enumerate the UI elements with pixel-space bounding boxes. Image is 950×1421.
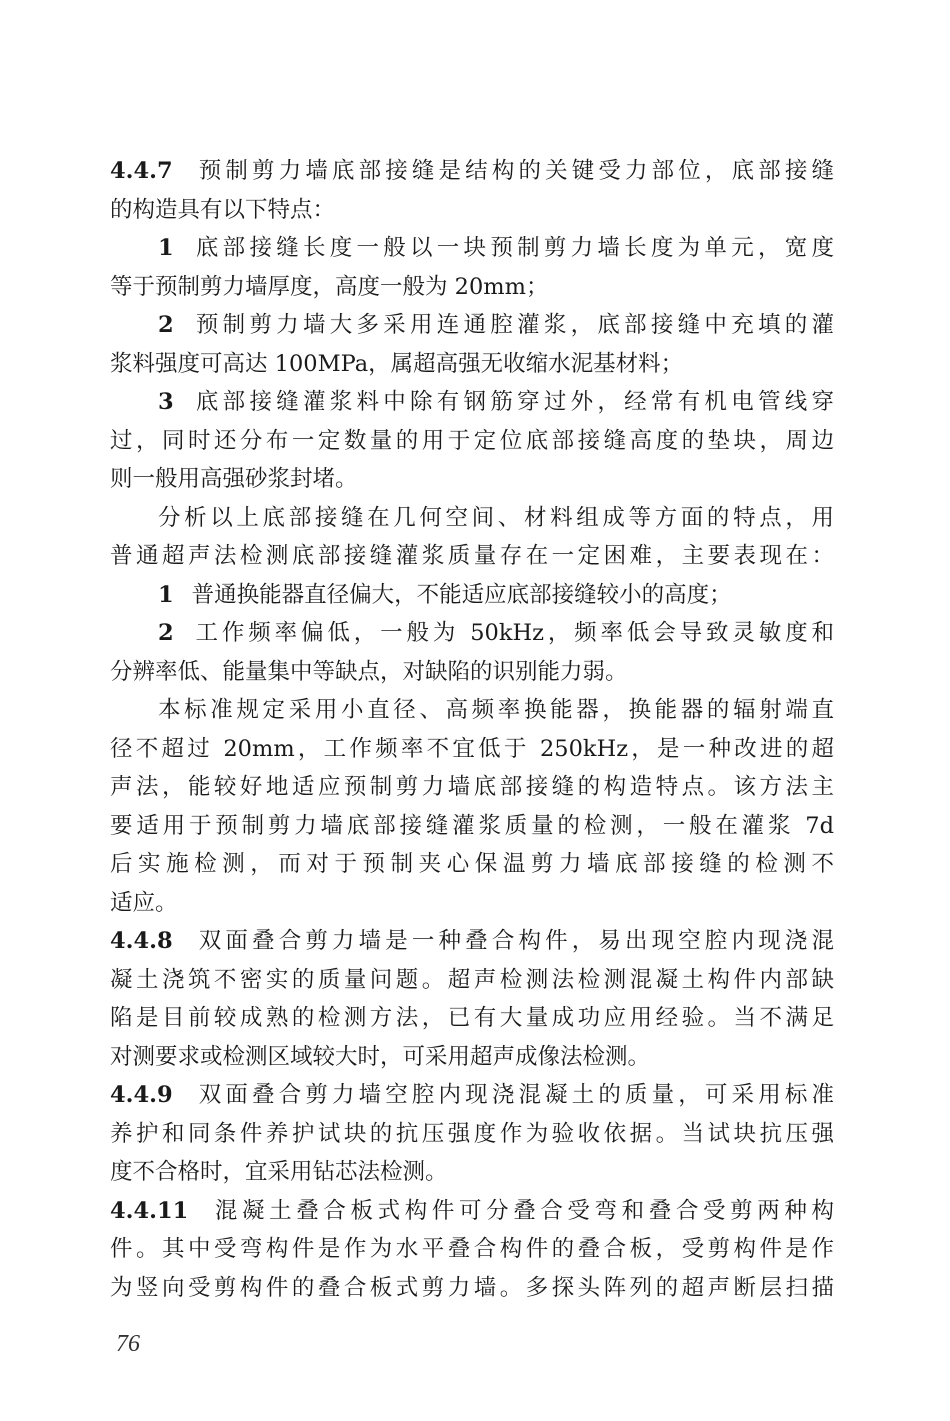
section-number: 4.4.9 [110, 1082, 173, 1108]
text-line: 普通超声法检测底部接缝灌浆质量存在一定困难，主要表现在： [110, 543, 834, 569]
text-line: 过，同时还分布一定数量的用于定位底部接缝高度的垫块，周边 [110, 427, 834, 454]
text-line: 浆料强度可高达 100MPa，属超高强无收缩水泥基材料； [110, 350, 684, 377]
text-line: 4.4.8 双面叠合剪力墙是一种叠合构件，易出现空腔内现浇混 [110, 928, 834, 954]
text-line: 后实施检测，而对于预制夹心保温剪力墙底部接缝的检测不 [110, 851, 834, 877]
item-number: 2 [158, 620, 174, 646]
text-line: 4.4.9 双面叠合剪力墙空腔内现浇混凝土的质量，可采用标准 [110, 1082, 834, 1108]
text-line: 的构造具有以下特点： [110, 196, 336, 223]
paragraph-line: 分析以上底部接缝在几何空间、材料组成等方面的特点，用 [158, 504, 834, 531]
list-item: 2 工作频率偏低，一般为 50kHz，频率低会导致灵敏度和 [158, 620, 834, 646]
text-line: 4.4.7 预制剪力墙底部接缝是结构的关键受力部位，底部接缝 [110, 158, 834, 184]
text-line: 度不合格时，宜采用钻芯法检测。 [110, 1159, 448, 1185]
text-line: 养护和同条件养护试块的抗压强度作为验收依据。当试块抗压强 [110, 1120, 834, 1147]
text-line: 声法，能较好地适应预制剪力墙底部接缝的构造特点。该方法主 [110, 774, 834, 800]
text-line: 适应。 [110, 889, 178, 916]
text-line: 分辨率低、能量集中等缺点，对缺陷的识别能力弱。 [110, 658, 628, 685]
list-item: 1 底部接缝长度一般以一块预制剪力墙长度为单元，宽度 [158, 235, 834, 261]
section-number: 4.4.7 [110, 158, 173, 184]
section-number: 4.4.11 [110, 1197, 189, 1224]
text-line: 为竖向受剪构件的叠合板式剪力墙。多探头阵列的超声断层扫描 [110, 1274, 834, 1301]
text-line: 径不超过 20mm，工作频率不宜低于 250kHz，是一种改进的超 [110, 735, 834, 762]
section-number: 4.4.8 [110, 928, 173, 954]
text-line: 则一般用高强砂浆封堵。 [110, 466, 358, 492]
text-line: 4.4.11 混凝土叠合板式构件可分叠合受弯和叠合受剪两种构 [110, 1197, 834, 1224]
item-number: 1 [158, 235, 174, 261]
item-number: 3 [158, 389, 174, 415]
text-line: 件。其中受弯构件是作为水平叠合构件的叠合板，受剪构件是作 [110, 1236, 834, 1262]
list-item: 1 普通换能器直径偏大，不能适应底部接缝较小的高度； [158, 581, 732, 608]
page-number: 76 [116, 1331, 140, 1357]
text-line: 对测要求或检测区域较大时，可采用超声成像法检测。 [110, 1043, 651, 1070]
text-line: 凝土浇筑不密实的质量问题。超声检测法检测混凝土构件内部缺 [110, 966, 834, 993]
text-line: 陷是目前较成熟的检测方法，已有大量成功应用经验。当不满足 [110, 1005, 834, 1031]
page-body [110, 152, 834, 1307]
list-item: 2 预制剪力墙大多采用连通腔灌浆，底部接缝中充填的灌 [158, 312, 834, 338]
paragraph-line: 本标准规定采用小直径、高频率换能器，换能器的辐射端直 [158, 697, 834, 723]
item-number: 1 [158, 581, 174, 608]
text-line: 要适用于预制剪力墙底部接缝灌浆质量的检测，一般在灌浆 7d [110, 812, 834, 839]
text-line: 等于预制剪力墙厚度，高度一般为 20mm； [110, 273, 549, 300]
item-number: 2 [158, 312, 174, 338]
list-item: 3 底部接缝灌浆料中除有钢筋穿过外，经常有机电管线穿 [158, 389, 834, 415]
